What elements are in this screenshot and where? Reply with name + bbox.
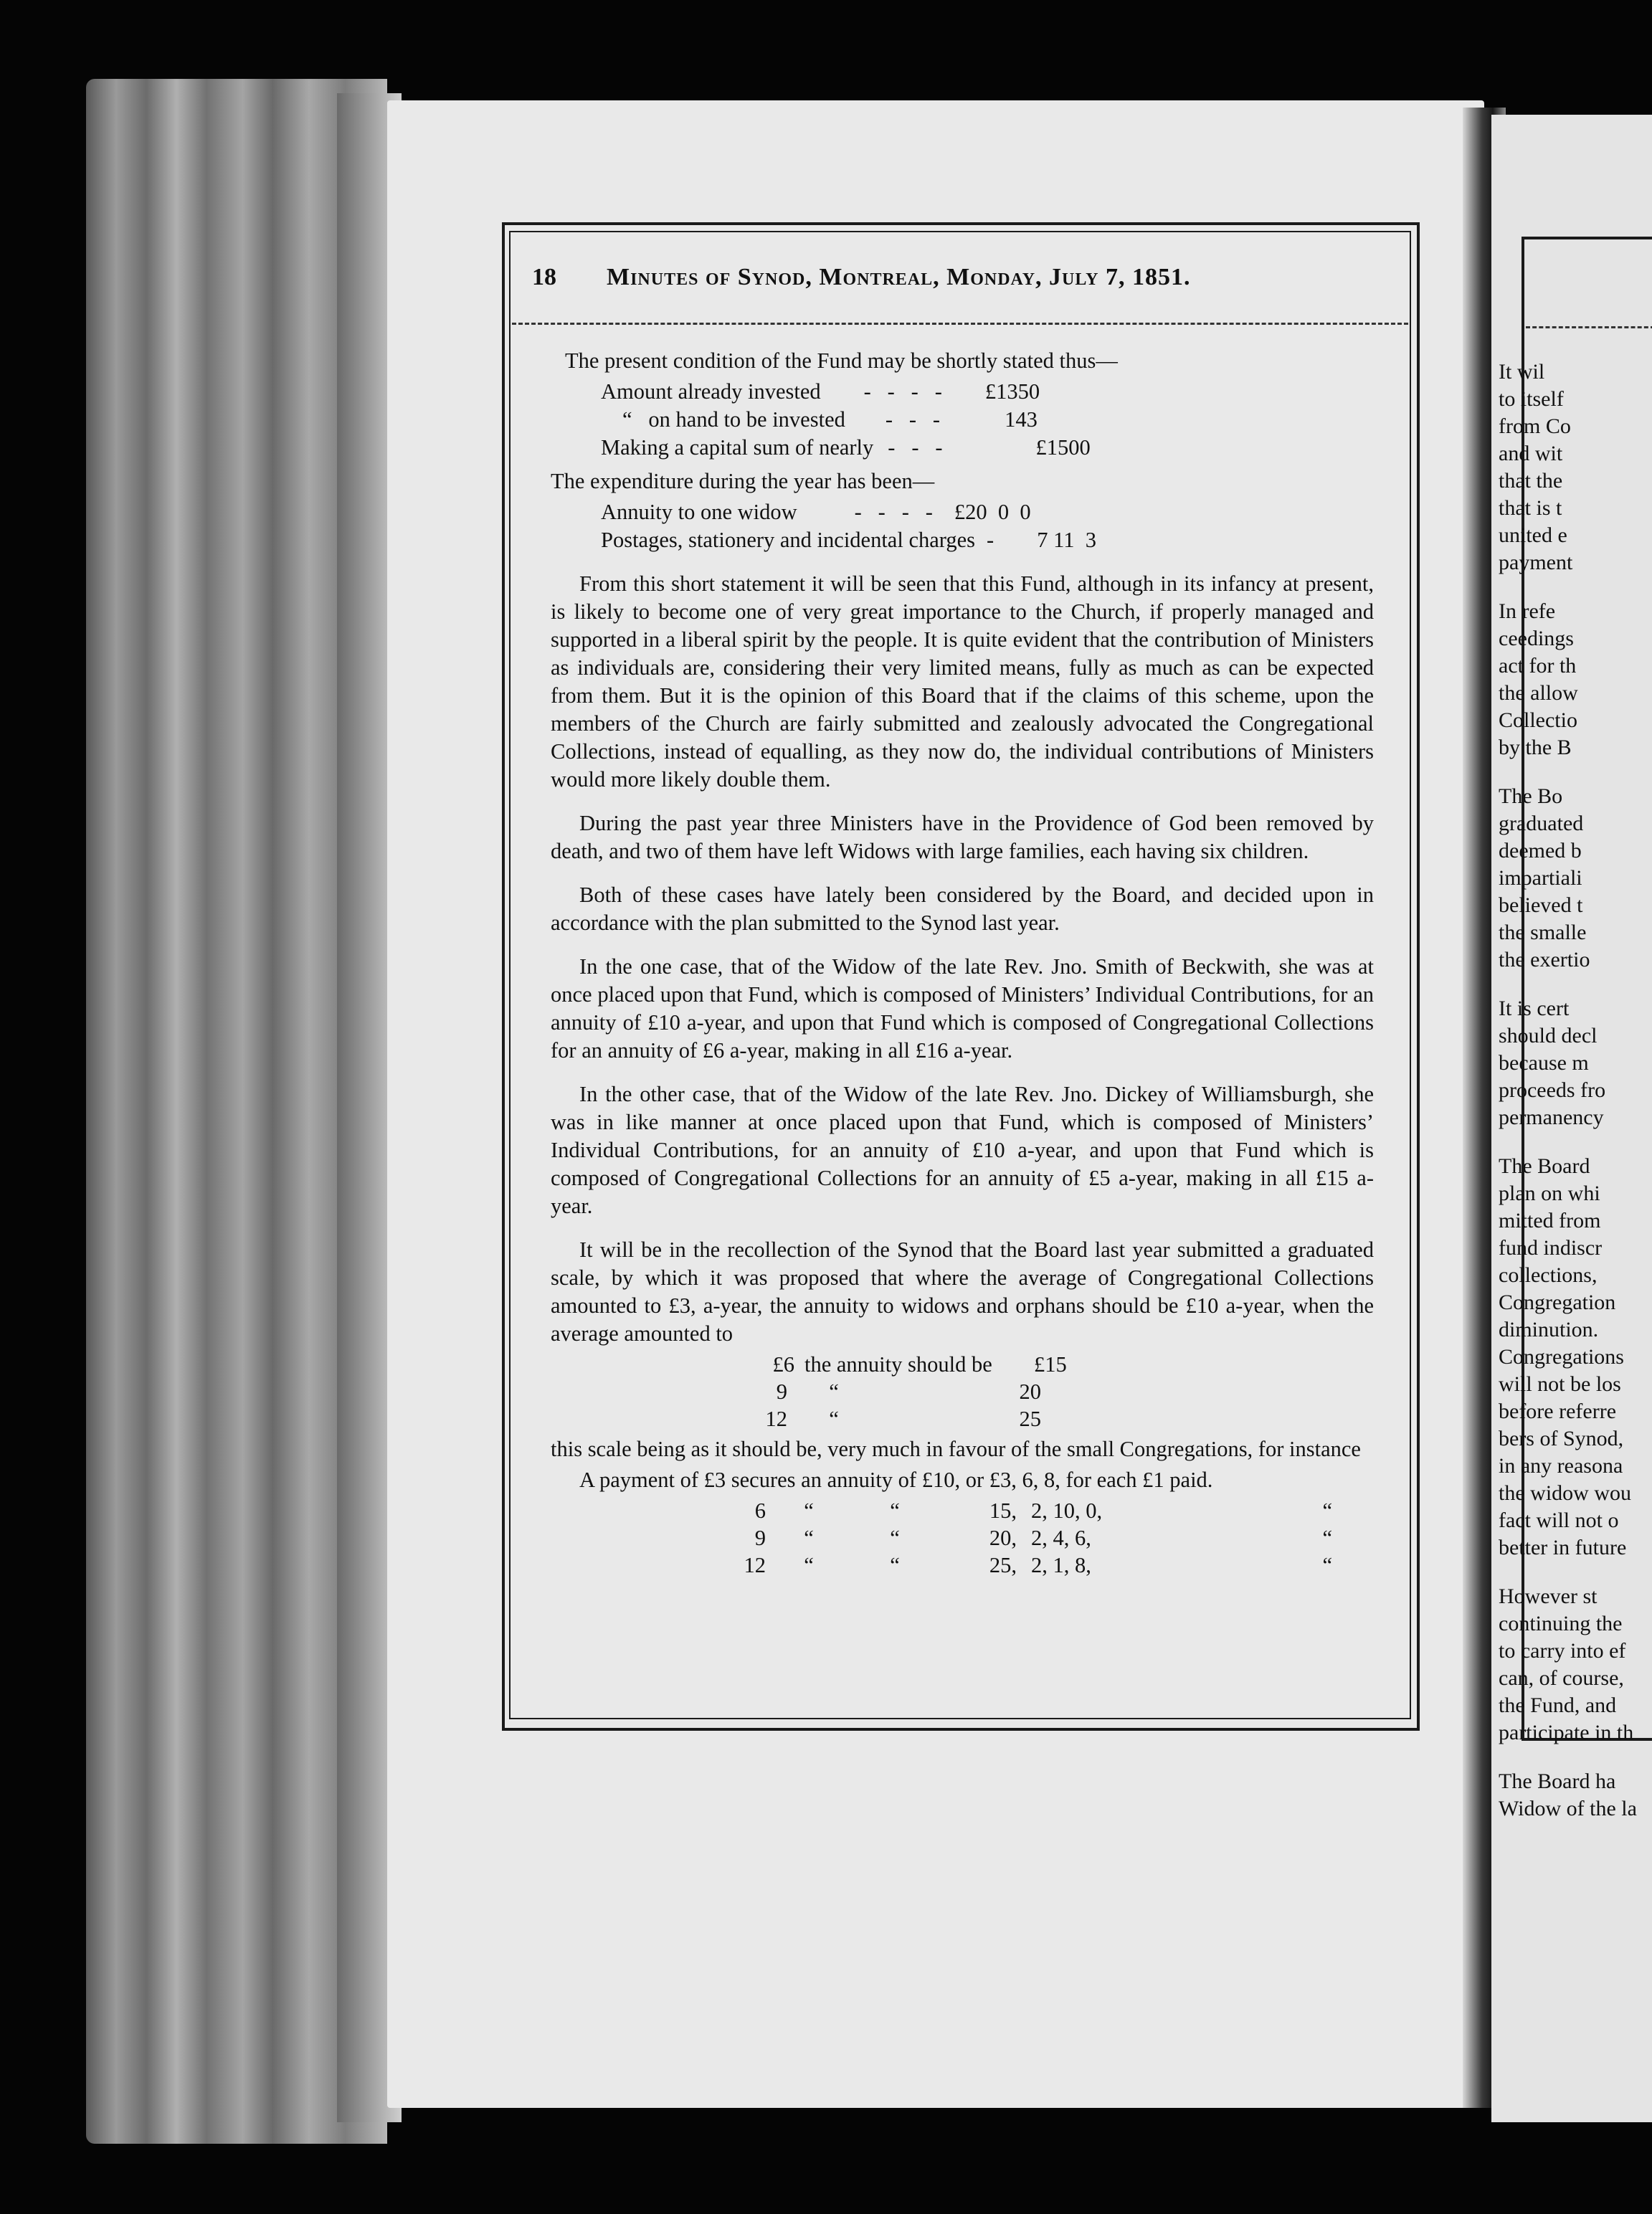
right-page-line: the allow xyxy=(1499,681,1578,705)
right-page-line: from Co xyxy=(1499,414,1571,438)
statement-intro: The present condition of the Fund may be shortly stated thus— xyxy=(565,348,1118,373)
right-page-line: better in future xyxy=(1499,1536,1627,1559)
right-page-line: that is t xyxy=(1499,496,1562,520)
right-page-gap xyxy=(1499,1562,1649,1583)
right-page-line: act for th xyxy=(1499,654,1577,678)
scale-row: £6 the annuity should be £15 xyxy=(772,1352,1067,1377)
right-page-line: will not be los xyxy=(1499,1372,1621,1396)
right-page-line: to carry into ef xyxy=(1499,1639,1626,1663)
right-page-line: deemed b xyxy=(1499,839,1582,863)
right-page-gap xyxy=(1499,576,1649,598)
right-page-line: continuing the xyxy=(1499,1612,1623,1635)
page-body xyxy=(551,347,1374,1579)
paragraph: During the past year three Ministers have in the Providence of God been removed by death, and two of them have left Widows with large families, each having six children. xyxy=(551,811,1374,863)
payment-table xyxy=(551,1497,1374,1579)
payment-row: 6 “ “ 15, 2, 10, 0, “ xyxy=(754,1498,1332,1523)
right-page-gap xyxy=(1499,761,1649,783)
right-page-line: united e xyxy=(1499,523,1567,547)
right-page-line: plan on whi xyxy=(1499,1182,1600,1205)
right-page-line: impartiali xyxy=(1499,866,1582,890)
statement-row: Making a capital sum of nearly - - - £1500 xyxy=(601,435,1091,460)
paragraph: In the one case, that of the Widow of the late Rev. Jno. Smith of Beckwith, she was at once placed upon that Fund, which is composed of Ministers’ Individual Contributions, for an annuity of £10 a-year, and upon that Fund which is composed of Congregational Collections for an annuity of £6 a-year, making in all £16 a-year. xyxy=(551,954,1374,1063)
right-page-line: before referre xyxy=(1499,1400,1617,1423)
right-page-line: In refe xyxy=(1499,599,1556,623)
header-rule xyxy=(512,323,1408,325)
right-page-line: collections, xyxy=(1499,1263,1598,1287)
right-page-line: should decl xyxy=(1499,1024,1598,1047)
right-page-line: However st xyxy=(1499,1585,1598,1608)
right-page-line: Collectio xyxy=(1499,708,1577,732)
right-page-line: permanency xyxy=(1499,1106,1604,1129)
right-page-line: by the B xyxy=(1499,736,1572,759)
paragraph: It will be in the recollection of the Synod that the Board last year submitted a graduated scale, by which it was proposed that where the average of Congregational Collections amounted to £3, a-year, the annuity to widows and orphans should be £10 a-year, when the average amounted to xyxy=(551,1237,1374,1346)
paragraph: Both of these cases have lately been considered by the Board, and decided upon in accordance with the plan submitted to the Synod last year. xyxy=(551,883,1374,935)
right-page-text xyxy=(1499,358,1649,1823)
right-page-line: believed t xyxy=(1499,893,1583,917)
right-page-line: The Board xyxy=(1499,1154,1590,1178)
right-page-line: the widow wou xyxy=(1499,1481,1631,1505)
statement-row: “ on hand to be invested - - - 143 xyxy=(622,407,1038,432)
scale-table xyxy=(551,1351,1374,1433)
right-page-header-rule xyxy=(1526,326,1652,328)
running-header xyxy=(532,264,1392,307)
right-page-line: in any reasona xyxy=(1499,1454,1623,1478)
right-page-gap xyxy=(1499,1131,1649,1153)
right-page-gap xyxy=(1499,974,1649,995)
expenditure-row: Annuity to one widow - - - - £20 0 0 xyxy=(601,500,1031,524)
right-page-line: proceeds fro xyxy=(1499,1078,1606,1102)
right-page-line: Widow of the la xyxy=(1499,1797,1637,1820)
right-page-line: fund indiscr xyxy=(1499,1236,1603,1260)
paragraph: In the other case, that of the Widow of the late Rev. Jno. Dickey of Williamsburgh, she was in like manner at once placed upon that Fund, which is composed of Ministers’ Individual Contributions, for an annuity of £10 a-year, and upon that Fund which is composed of Congregational Collections for an annuity of £5 a-year, making in all £15 a-year. xyxy=(551,1082,1374,1218)
paragraph: A payment of £3 secures an annuity of £10, or £3, 6, 8, for each £1 paid. xyxy=(579,1468,1213,1492)
right-page-line: The Bo xyxy=(1499,784,1563,808)
payment-row: 12 “ “ 25, 2, 1, 8, “ xyxy=(744,1553,1332,1577)
right-page-line: that the xyxy=(1499,469,1563,493)
right-page-line: the exertio xyxy=(1499,948,1590,971)
payment-row: 9 “ “ 20, 2, 4, 6, “ xyxy=(754,1526,1332,1550)
right-page-line: and wit xyxy=(1499,442,1563,465)
right-page-line: can, of course, xyxy=(1499,1666,1624,1690)
page-number: 18 xyxy=(532,264,556,290)
expenditure-intro: The expenditure during the year has been— xyxy=(551,469,935,493)
expenditure-row: Postages, stationery and incidental charges - 7 11 3 xyxy=(601,528,1096,552)
right-page-line: the smalle xyxy=(1499,921,1587,944)
paragraph: From this short statement it will be seen that this Fund, although in its infancy at present, is likely to become one of very great importance to the Church, if properly managed and supported in a liberal spirit by the people. It is quite evident that the contribution of Ministers as individuals are, considering their very limited means, fully as much as can be expected from them. But it is the opinion of this Board that if the claims of this scheme, upon the members of the Church are fairly submitted and zealously advocated the Congregational Collections, instead of equalling, as they now do, the individual contributions of Ministers would more likely double them. xyxy=(551,571,1374,792)
right-page-line: because m xyxy=(1499,1051,1589,1075)
right-page-line: Congregation xyxy=(1499,1291,1616,1314)
right-page-line: It is cert xyxy=(1499,997,1570,1020)
right-page-line: ceedings xyxy=(1499,627,1574,650)
right-page-line: bers of Synod, xyxy=(1499,1427,1624,1450)
right-page-line: The Board ha xyxy=(1499,1769,1616,1793)
right-page-line: diminution. xyxy=(1499,1318,1599,1341)
right-page-line: mitted from xyxy=(1499,1209,1601,1232)
scale-row: 9 “ 20 xyxy=(776,1379,1041,1404)
right-page-gap xyxy=(1499,1747,1649,1768)
statement-row: Amount already invested - - - - £1350 xyxy=(601,379,1040,404)
running-title: Minutes of Synod, Montreal, Monday, July 7, 1851. xyxy=(607,264,1191,290)
right-page-line: payment xyxy=(1499,551,1573,574)
right-page-line: to itself xyxy=(1499,387,1564,411)
right-page-line: graduated xyxy=(1499,812,1584,835)
right-page-line: the Fund, and xyxy=(1499,1693,1617,1717)
right-page-line: It wil xyxy=(1499,360,1545,384)
paragraph: this scale being as it should be, very much in favour of the small Congregations, for instance xyxy=(551,1437,1361,1461)
scale-row: 12 “ 25 xyxy=(765,1407,1041,1431)
right-page-line: participate in th xyxy=(1499,1721,1634,1744)
right-page-line: Congregations xyxy=(1499,1345,1624,1369)
right-page-line: fact will not o xyxy=(1499,1509,1619,1532)
